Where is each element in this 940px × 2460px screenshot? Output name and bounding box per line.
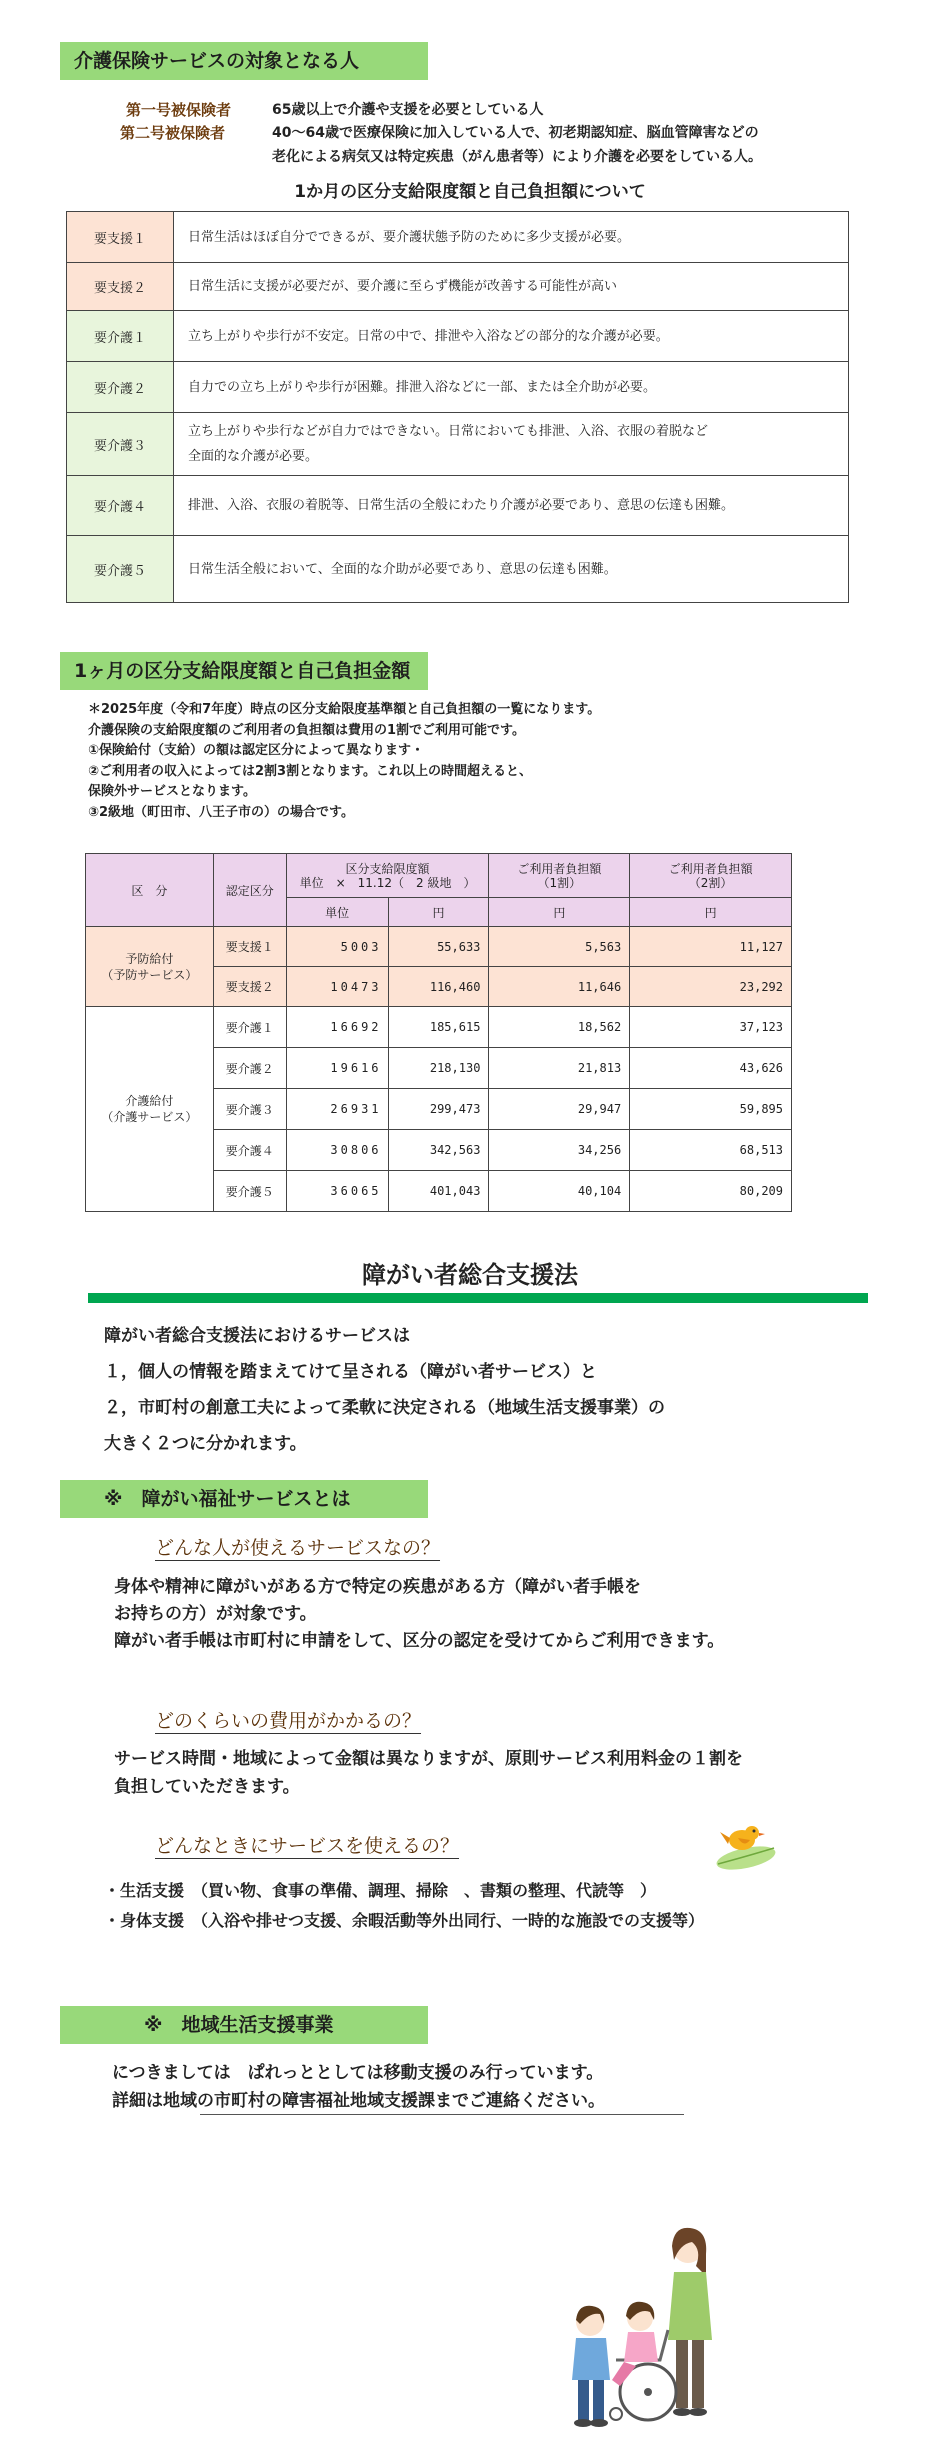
row-yen: 116,460	[388, 967, 489, 1007]
group-prevention-line-1: 予防給付	[125, 951, 174, 966]
row-units: 26931	[286, 1089, 388, 1130]
level-label: 要介護４	[67, 476, 174, 536]
row-copay2: 59,895	[630, 1089, 792, 1130]
row-copay1: 11,646	[489, 967, 630, 1007]
level-desc: 自力での立ち上がりや歩行が困難。排泄入浴などに一部、または全介助が必要。	[174, 362, 849, 413]
row-yen: 55,633	[388, 927, 489, 967]
header-copay1-line-2: （1割）	[537, 875, 582, 890]
answer-line: 障がい者手帳は市町村に申請をして、区分の認定を受けてからご利用できます。	[114, 1631, 725, 1651]
row-level: 要支援２	[213, 967, 286, 1007]
row-level: 要支援１	[213, 927, 286, 967]
row-units: 10473	[286, 967, 388, 1007]
answer-who	[114, 1574, 724, 1655]
community-line-2: 詳細は地域の市町村の障害福祉地域支援課までご連絡ください。	[112, 2091, 605, 2111]
underline-rule	[200, 2114, 684, 2115]
answer-line: 負担していただきます。	[114, 1777, 300, 1797]
answer-cost	[114, 1745, 743, 1801]
row-level: 要介護５	[213, 1171, 286, 1212]
level-label: 要介護３	[67, 413, 174, 476]
level-desc: 日常生活はほぼ自分でできるが、要介護状態予防のために多少支援が必要。	[174, 212, 849, 263]
row-units: 5003	[286, 927, 388, 967]
row-units: 19616	[286, 1048, 388, 1089]
bird-on-leaf-icon	[708, 1818, 778, 1876]
insured1-label: 第一号被保険者	[126, 101, 232, 119]
group-care-line-1: 介護給付	[125, 1094, 174, 1108]
level-label: 要支援１	[67, 212, 174, 263]
row-copay2: 23,292	[630, 967, 792, 1007]
table-row	[86, 927, 792, 967]
family-wheelchair-illustration	[556, 2220, 736, 2440]
section-header-welfare-services: ※ 障がい福祉サービスとは	[60, 1480, 428, 1518]
header-copay2	[630, 854, 792, 898]
header-limit-line-2: 単位 × 11.12（ 2 級地 ）	[299, 875, 476, 890]
header-copay2-line-2: （2割）	[688, 875, 733, 890]
limit-notes	[88, 700, 600, 823]
header-yen: 円	[388, 898, 489, 927]
header-unit: 単位	[286, 898, 388, 927]
table-row	[67, 311, 849, 362]
level-desc	[174, 413, 849, 476]
row-level: 要介護２	[213, 1048, 286, 1089]
body-line: 障がい者総合支援法におけるサービスは	[104, 1326, 410, 1346]
header-limit	[286, 854, 489, 898]
table-header-row	[86, 854, 792, 898]
row-copay1: 5,563	[489, 927, 630, 967]
header-copay2-line-1: ご利用者負担額	[668, 861, 753, 876]
section-header-community-support: ※ 地域生活支援事業	[60, 2006, 428, 2044]
header-limit-line-1: 区分支給限度額	[345, 861, 430, 876]
group-prevention-line-2: （予防サービス）	[101, 967, 198, 982]
row-level: 要介護１	[213, 1007, 286, 1048]
level-desc: 立ち上がりや歩行が不安定。日常の中で、排泄や入浴などの部分的な介護が必要。	[174, 311, 849, 362]
answer-line: 身体や精神に障がいがある方で特定の疾患がある方（障がい者手帳を	[114, 1577, 641, 1597]
insured2-text-2: 老化による病気又は特定疾患（がん患者等）により介護を必要をしている人。	[272, 149, 762, 165]
support-living: ・生活支援 （買い物、食事の準備、調理、掃除 、書類の整理、代読等 ）	[104, 1881, 657, 1900]
level-desc: 日常生活に支援が必要だが、要介護に至らず機能が改善する可能性が高い	[174, 263, 849, 311]
note-line: ＊2025年度（令和7年度）時点の区分支給限度基準額と自己負担額の一覧になります。	[88, 702, 601, 717]
disability-law-title: 障がい者総合支援法	[362, 1261, 578, 1289]
level-label: 要介護５	[67, 536, 174, 603]
body-line: １，個人の情報を踏まえてけて呈される（障がい者サービス）と	[104, 1362, 597, 1382]
header-copay1-line-1: ご利用者負担額	[517, 861, 602, 876]
header-yen: 円	[489, 898, 630, 927]
level-desc: 排泄、入浴、衣服の着脱等、日常生活の全般にわたり介護が必要であり、意思の伝達も困難。	[174, 476, 849, 536]
table-row	[67, 212, 849, 263]
insured2-label: 第二号被保険者	[120, 124, 226, 142]
group-care	[86, 1007, 214, 1212]
row-copay2: 80,209	[630, 1171, 792, 1212]
row-copay1: 18,562	[489, 1007, 630, 1048]
note-line: 保険外サービスとなります。	[88, 784, 256, 799]
row-units: 16692	[286, 1007, 388, 1048]
table-row	[67, 413, 849, 476]
row-units: 30806	[286, 1130, 388, 1171]
level-desc-line-1: 立ち上がりや歩行などが自力ではできない。日常においても排泄、入浴、衣服の着脱など	[188, 424, 709, 439]
row-copay1: 34,256	[489, 1130, 630, 1171]
row-copay1: 29,947	[489, 1089, 630, 1130]
row-copay1: 40,104	[489, 1171, 630, 1212]
table-row	[86, 1007, 792, 1048]
body-line: ２，市町村の創意工夫によって柔軟に決定される（地域生活支援事業）の	[104, 1398, 665, 1418]
row-copay1: 21,813	[489, 1048, 630, 1089]
community-line-1: につきましては ぱれっととしては移動支援のみ行っています。	[112, 2063, 604, 2083]
row-copay2: 37,123	[630, 1007, 792, 1048]
question-who: どんな人が使えるサービスなの？	[155, 1537, 441, 1559]
disability-law-body	[104, 1318, 665, 1462]
group-care-line-2: （介護サービス）	[101, 1110, 198, 1124]
note-line: ②ご利用者の収入によっては2割3割となります。これ以上の時間超えると、	[88, 763, 533, 779]
row-copay2: 43,626	[630, 1048, 792, 1089]
section-header-monthly-limit: 1ヶ月の区分支給限度額と自己負担金額	[60, 652, 428, 690]
table-row	[67, 536, 849, 603]
note-line: ③2級地（町田市、八王子市の）の場合です。	[88, 804, 355, 820]
question-when: どんなときにサービスを使えるの？	[155, 1835, 460, 1857]
limit-table	[85, 853, 792, 1212]
section-header-care-insurance: 介護保険サービスの対象となる人	[60, 42, 428, 80]
insured2-text-1: 40〜64歳で医療保険に加入している人で、初老期認知症、脳血管障害などの	[272, 125, 759, 141]
answer-line: お持ちの方）が対象です。	[114, 1604, 317, 1624]
insured1-text: 65歳以上で介護や支援を必要としている人	[272, 102, 544, 118]
row-yen: 218,130	[388, 1048, 489, 1089]
care-level-table	[66, 211, 849, 603]
row-copay2: 11,127	[630, 927, 792, 967]
row-yen: 299,473	[388, 1089, 489, 1130]
table-row	[67, 263, 849, 311]
row-level: 要介護４	[213, 1130, 286, 1171]
row-yen: 401,043	[388, 1171, 489, 1212]
level-desc-line-2: 全面的な介護が必要。	[188, 449, 319, 464]
note-line: 介護保険の支給限度額のご利用者の負担額は費用の1割でご利用可能です。	[88, 722, 526, 738]
question-cost: どのくらいの費用がかかるの？	[155, 1710, 422, 1732]
row-yen: 185,615	[388, 1007, 489, 1048]
header-yen: 円	[630, 898, 792, 927]
note-line: ①保険給付（支給）の額は認定区分によって異なります・	[88, 743, 425, 758]
body-line: 大きく２つに分かれます。	[104, 1434, 307, 1454]
row-yen: 342,563	[388, 1130, 489, 1171]
group-prevention	[86, 927, 214, 1007]
level-label: 要支援２	[67, 263, 174, 311]
level-label: 要介護２	[67, 362, 174, 413]
row-units: 36065	[286, 1171, 388, 1212]
answer-line: サービス時間・地域によって金額は異なりますが、原則サービス利用料金の１割を	[114, 1749, 743, 1769]
header-level: 認定区分	[213, 854, 286, 927]
row-copay2: 68,513	[630, 1130, 792, 1171]
table-row	[67, 476, 849, 536]
table-row	[67, 362, 849, 413]
level-label: 要介護１	[67, 311, 174, 362]
level-desc: 日常生活全般において、全面的な介助が必要であり、意思の伝達も困難。	[174, 536, 849, 603]
row-level: 要介護３	[213, 1089, 286, 1130]
care-level-table-title: 1か月の区分支給限度額と自己負担額について	[294, 182, 646, 202]
header-category: 区 分	[86, 854, 214, 927]
header-copay1	[489, 854, 630, 898]
green-rule	[88, 1293, 868, 1303]
support-body: ・身体支援 （入浴や排せつ支援、余暇活動等外出同行、一時的な施設での支援等）	[104, 1911, 705, 1930]
